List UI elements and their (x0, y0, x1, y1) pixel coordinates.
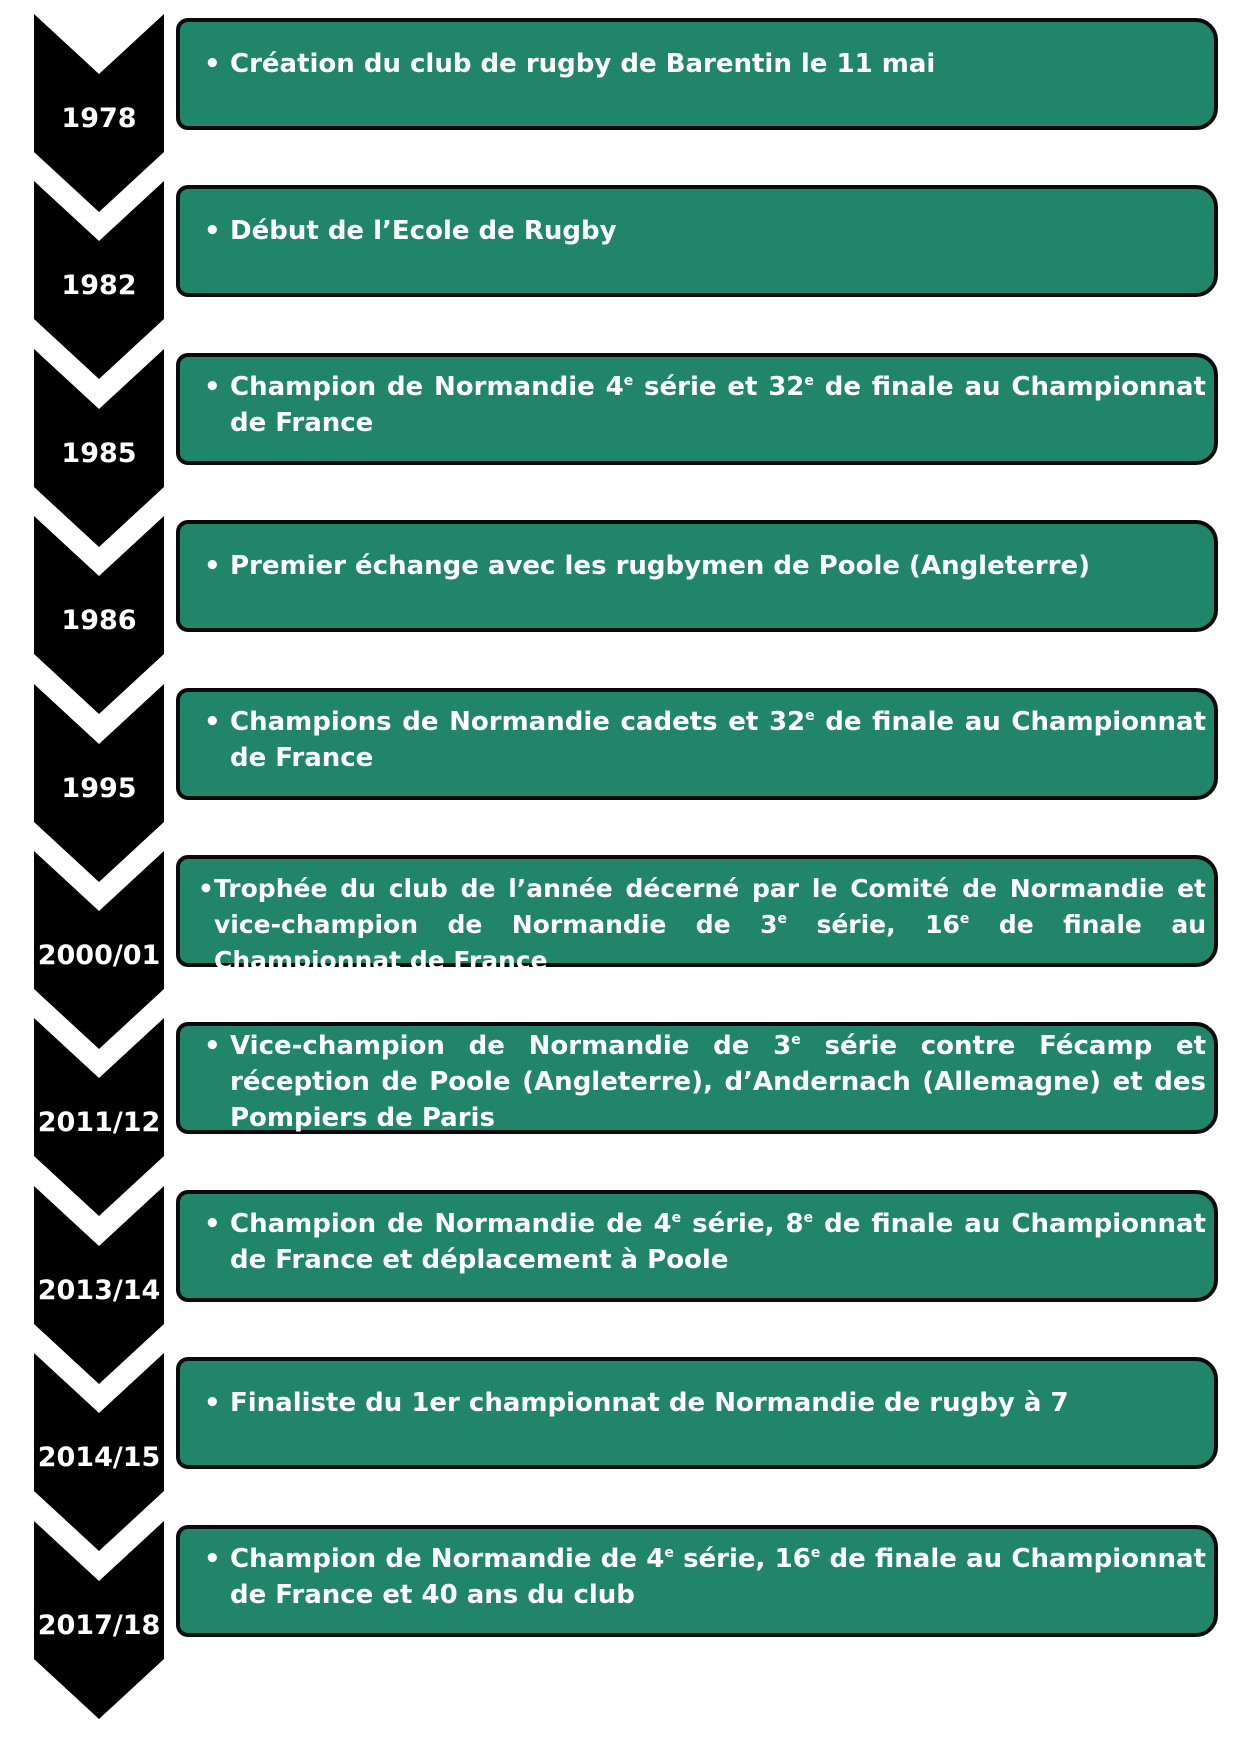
event-text-run: Trophée du club de l’année décerné par le Comité de Normandie et vice-champion de Normandie de 3 (214, 874, 1206, 939)
event-box (176, 855, 1218, 975)
event-description (230, 1385, 1206, 1421)
event-box (176, 185, 1218, 297)
event-text-run: Champion de Normandie de 4 (230, 1208, 672, 1239)
event-text-run: série et 32 (633, 371, 805, 402)
timeline-step (0, 1521, 1240, 1689)
event-description (230, 1541, 1206, 1613)
event-text-run: de finale au Championnat de France et déplacement à Poole (230, 1208, 1206, 1275)
event-box (176, 520, 1218, 632)
ordinal-superscript: e (664, 1544, 674, 1561)
event-text-run: Finaliste du 1er championnat de Normandie de rugby à 7 (230, 1388, 1069, 1419)
event-description (230, 548, 1206, 584)
event-text (204, 369, 1206, 441)
timeline-step (0, 181, 1240, 349)
bullet-icon: • (204, 1031, 221, 1062)
event-text-run: Champion de Normandie de 4 (230, 1543, 665, 1574)
year-label: 2000/01 (37, 940, 161, 971)
event-description (230, 213, 1206, 249)
ordinal-superscript: e (805, 707, 815, 724)
timeline-step (0, 684, 1240, 852)
event-text-run: de finale au Championnat de France et 40 ans du club (230, 1543, 1206, 1610)
ordinal-superscript: e (803, 1209, 814, 1226)
ordinal-superscript: e (959, 911, 970, 927)
event-description (230, 46, 1206, 82)
timeline-step (0, 851, 1240, 1019)
year-label: 1995 (61, 772, 137, 804)
ordinal-superscript: e (671, 1209, 682, 1226)
event-text (204, 548, 1206, 584)
event-text (204, 46, 1206, 82)
event-description (230, 1206, 1206, 1278)
event-box (176, 1357, 1218, 1469)
event-text (204, 213, 1206, 249)
event-box (176, 1190, 1218, 1302)
ordinal-superscript: e (791, 1032, 801, 1049)
event-text (204, 704, 1206, 776)
event-text-run: Champions de Normandie cadets et 32 (230, 706, 806, 737)
event-text-run: Début de l’Ecole de Rugby (230, 216, 617, 247)
event-box (176, 353, 1218, 465)
event-text-run: Champion de Normandie 4 (230, 371, 624, 402)
bullet-icon: • (204, 706, 221, 737)
timeline-step (0, 349, 1240, 517)
event-text (204, 1541, 1206, 1613)
event-text-run: Création du club de rugby de Barentin le 11 mai (230, 49, 936, 79)
event-text-run: de finale au Championnat de France (230, 706, 1206, 773)
year-label: 1982 (61, 270, 137, 302)
event-box (176, 18, 1218, 130)
event-text (198, 871, 1206, 979)
event-description (230, 1028, 1206, 1136)
year-label: 2013/14 (37, 1274, 161, 1306)
event-text-run: série, 16 (786, 910, 960, 939)
timeline-step (0, 1186, 1240, 1354)
year-label: 2017/18 (37, 1609, 161, 1641)
year-label: 1985 (61, 437, 137, 469)
timeline-step (0, 516, 1240, 684)
bullet-icon: • (204, 371, 221, 402)
event-text-run: série, 8 (681, 1208, 804, 1239)
ordinal-superscript: e (777, 911, 787, 927)
bullet-icon: • (204, 1543, 221, 1574)
bullet-icon: • (204, 1388, 221, 1419)
bullet-icon: • (204, 216, 221, 247)
event-text-run: Vice-champion de Normandie de 3 (230, 1031, 792, 1062)
ordinal-superscript: e (810, 1544, 821, 1561)
event-text-run: série contre Fécamp et réception de Poole (Angleterre), d’Andernach (Allemagne) et des Pompiers de Paris (230, 1031, 1207, 1134)
bullet-icon: • (198, 874, 214, 903)
bullet-icon: • (204, 1208, 221, 1239)
event-text (204, 1028, 1206, 1136)
ordinal-superscript: e (623, 372, 634, 389)
event-box (176, 688, 1218, 800)
event-description (214, 871, 1206, 979)
event-box (176, 1525, 1218, 1637)
timeline-step (0, 1353, 1240, 1521)
year-label: 1978 (61, 103, 137, 134)
event-description (230, 369, 1206, 441)
timeline-step (0, 1018, 1240, 1186)
year-label: 2014/15 (37, 1442, 161, 1474)
event-text (204, 1385, 1206, 1421)
event-text-run: Premier échange avec les rugbymen de Poole (Angleterre) (230, 551, 1090, 582)
year-label: 1986 (61, 605, 137, 637)
bullet-icon: • (204, 49, 221, 79)
event-box (176, 1022, 1218, 1134)
year-label: 2011/12 (37, 1107, 161, 1139)
event-text-run: de finale au Championnat de France (230, 371, 1206, 438)
event-description (230, 704, 1206, 776)
ordinal-superscript: e (804, 372, 814, 389)
event-text (204, 1206, 1206, 1278)
event-text-run: série, 16 (673, 1543, 811, 1574)
bullet-icon: • (204, 551, 221, 582)
event-text-run: de finale au Championnat de France (214, 910, 1207, 975)
timeline-step (0, 14, 1240, 182)
